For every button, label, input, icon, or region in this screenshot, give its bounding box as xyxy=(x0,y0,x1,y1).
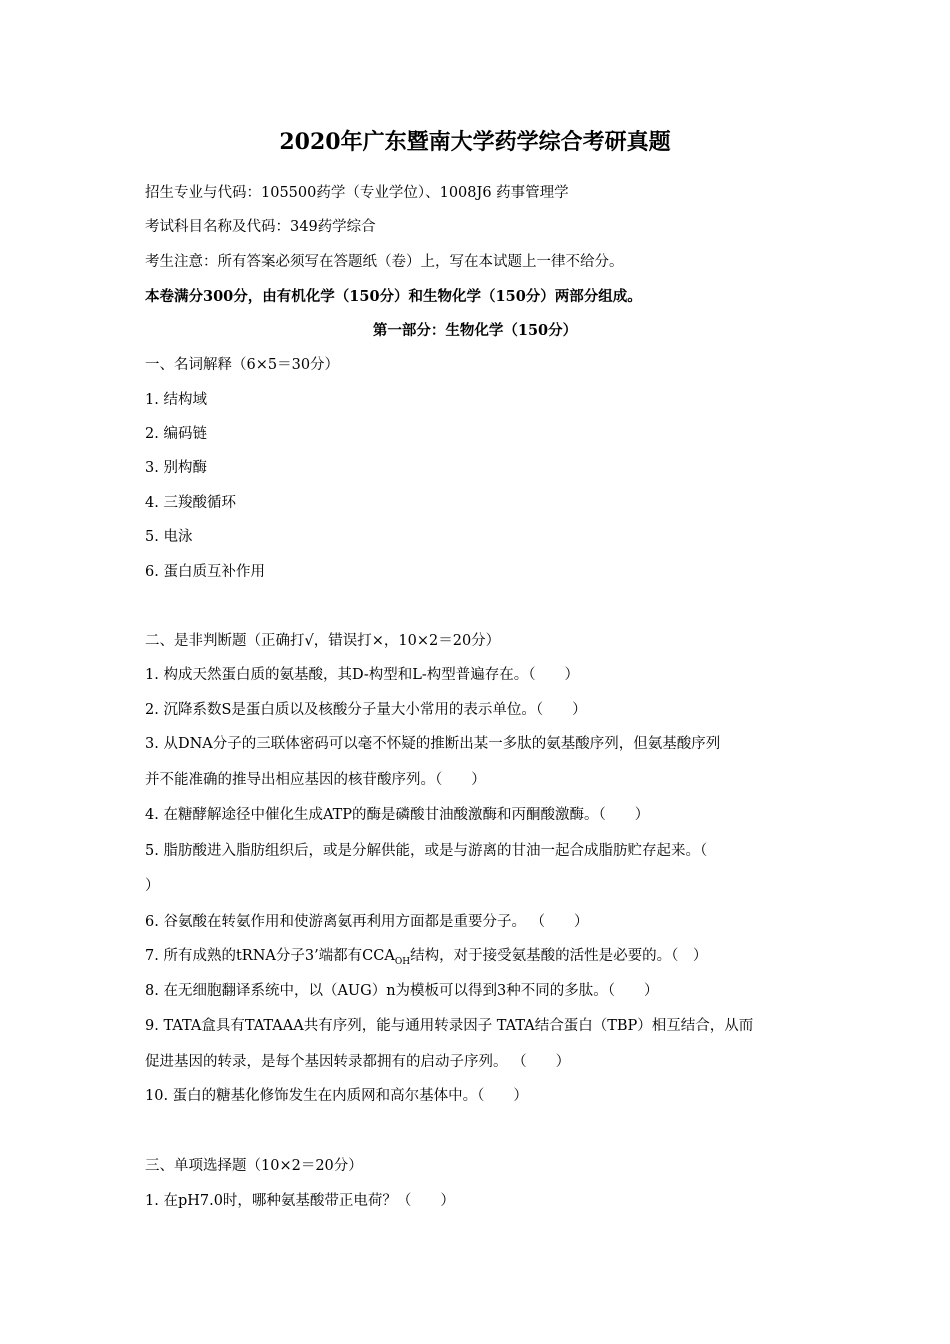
question: 6. 谷氨酸在转氨作用和使游离氨再利用方面都是重要分子。 （ ） xyxy=(145,914,589,930)
major-line: 招生专业与代码：105500药学（专业学位）、1008J6 药事管理学 xyxy=(145,185,569,201)
page-title: 2020年广东暨南大学药学综合考研真题 xyxy=(279,129,671,155)
notice-line: 考生注意：所有答案必须写在答题纸（卷）上，写在本试题上一律不给分。 xyxy=(145,254,624,270)
question: 5. 脂肪酸进入脂肪组织后，或是分解供能，或是与游离的甘油一起合成脂肪贮存起来。（ xyxy=(145,843,708,859)
question-continued: 促进基因的转录，是每个基因转录都拥有的启动子序列。 （ ） xyxy=(145,1054,571,1070)
question: 1. 构成天然蛋白质的氨基酸，其D-构型和L-构型普遍存在。（ ） xyxy=(145,667,580,683)
question: 2. 沉降系数S是蛋白质以及核酸分子量大小常用的表示单位。（ ） xyxy=(145,702,587,718)
question: 1. 在pH7.0时，哪种氨基酸带正电荷？（ ） xyxy=(145,1193,455,1209)
list-item: 2. 编码链 xyxy=(145,426,207,442)
question-text: 7. 所有成熟的tRNA分子3’端都有CCA xyxy=(145,948,395,964)
total-score-line: 本卷满分300分，由有机化学（150分）和生物化学（150分）两部分组成。 xyxy=(145,288,642,305)
question-continued: ） xyxy=(145,878,160,894)
list-item: 5. 电泳 xyxy=(145,529,193,545)
question: 9. TATA盒具有TATAAA共有序列，能与通用转录因子 TATA结合蛋白（TBP）相互结合，从而 xyxy=(145,1018,754,1034)
question xyxy=(145,944,825,974)
question: 3. 从DNA分子的三联体密码可以毫不怀疑的推断出某一多肽的氨基酸序列，但氨基酸序列 xyxy=(145,736,721,752)
list-item: 6. 蛋白质互补作用 xyxy=(145,564,265,580)
question-text: 结构，对于接受氨基酸的活性是必要的。（ ） xyxy=(410,948,708,964)
section2-heading: 二、是非判断题（正确打√，错误打×，10×2＝20分） xyxy=(145,633,501,649)
question: 4. 在糖酵解途径中催化生成ATP的酶是磷酸甘油酸激酶和丙酮酸激酶。（ ） xyxy=(145,807,650,823)
list-item: 3. 别构酶 xyxy=(145,460,207,476)
subscript: OH xyxy=(394,956,411,967)
question: 10. 蛋白的糖基化修饰发生在内质网和高尔基体中。（ ） xyxy=(145,1088,528,1104)
list-item: 4. 三羧酸循环 xyxy=(145,495,236,511)
list-item: 1. 结构域 xyxy=(145,392,207,408)
section1-heading: 一、名词解释（6×5＝30分） xyxy=(145,357,340,373)
section3-heading: 三、单项选择题（10×2＝20分） xyxy=(145,1158,363,1174)
subject-line: 考试科目名称及代码：349药学综合 xyxy=(145,219,376,235)
question-continued: 并不能准确的推导出相应基因的核苷酸序列。（ ） xyxy=(145,772,486,788)
part1-heading: 第一部分：生物化学（150分） xyxy=(372,322,578,339)
question: 8. 在无细胞翻译系统中，以（AUG）n为模板可以得到3种不同的多肽。（ ） xyxy=(145,983,659,999)
